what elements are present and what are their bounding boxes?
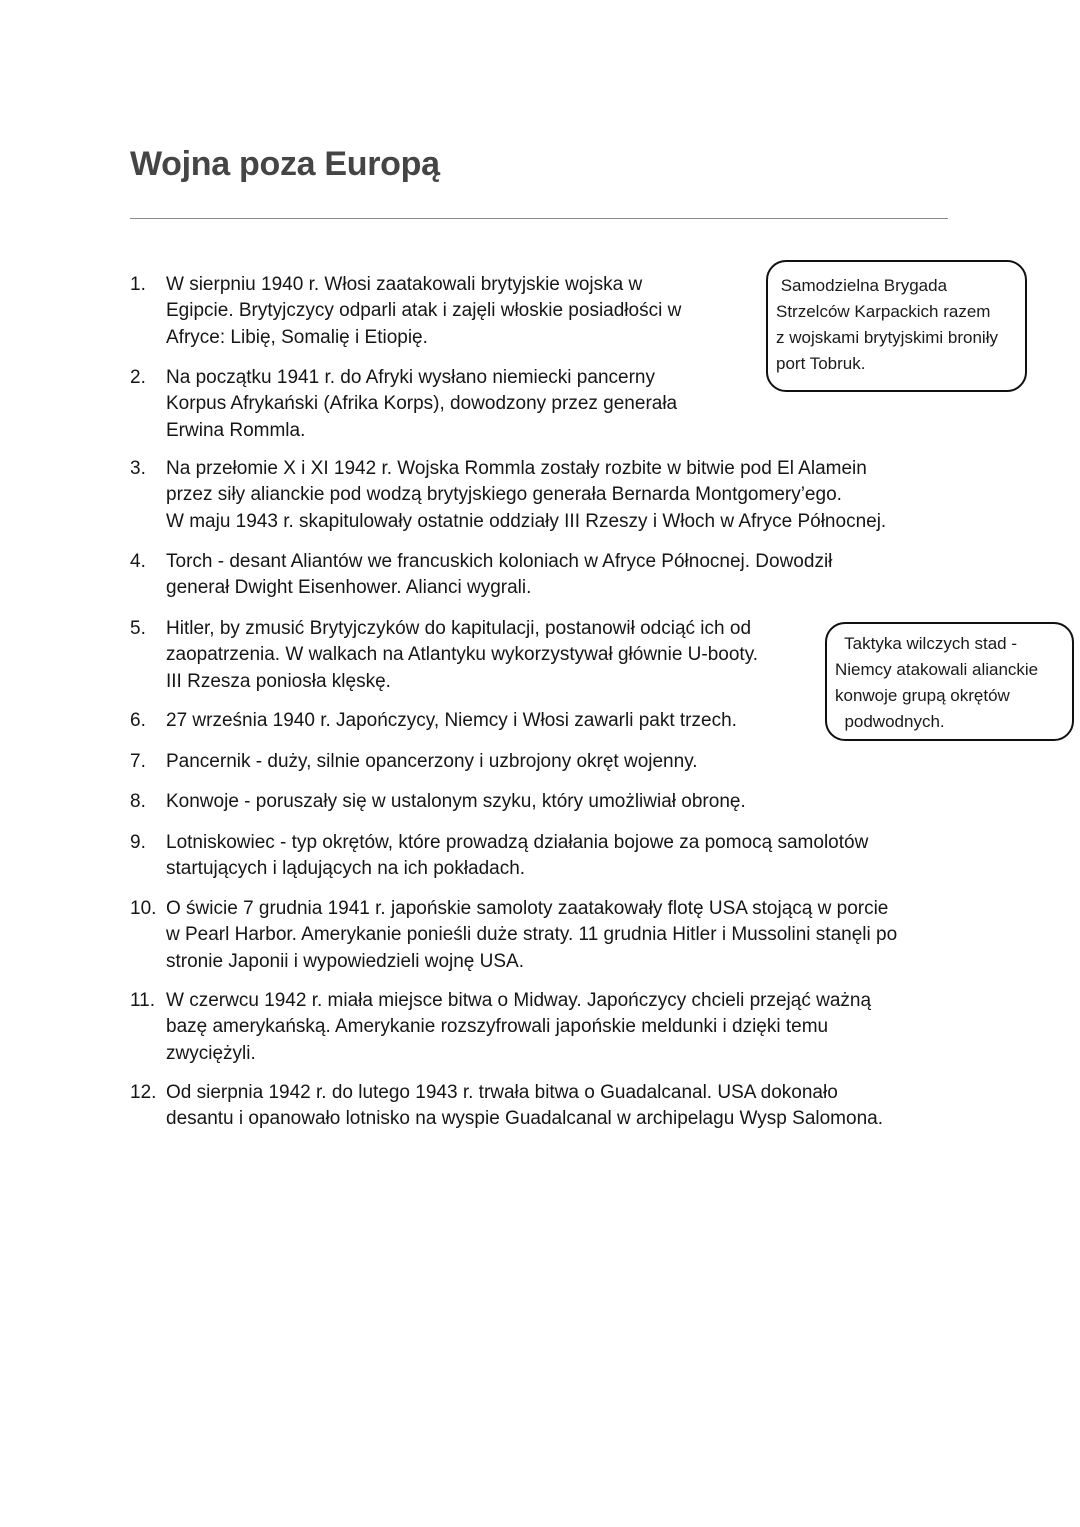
title-divider — [130, 218, 948, 219]
list-item-text — [166, 789, 746, 815]
list-item-number: 5. — [130, 618, 146, 639]
list-item-line: zwyciężyli. — [166, 1042, 256, 1064]
list-item — [130, 272, 681, 351]
list-item-line: Korpus Afrykański (Afrika Korps), dowodzony przez generała — [166, 393, 678, 415]
list-item-line: Konwoje - poruszały się w ustalonym szyku, który umożliwiał obronę. — [166, 791, 746, 812]
list-item-line: O świcie 7 grudnia 1941 r. japońskie samoloty zaatakowały flotę USA stojącą w porcie — [166, 898, 889, 919]
list-item-number: 6. — [130, 710, 146, 731]
list-item — [130, 616, 758, 695]
list-item-number: 8. — [130, 791, 146, 812]
list-item-line: III Rzesza poniosła klęskę. — [166, 670, 391, 692]
list-item — [130, 988, 871, 1067]
callout-line: Taktyka wilczych stad - — [835, 634, 1018, 653]
list-item — [130, 1080, 883, 1133]
list-item-line: Afryce: Libię, Somalię i Etiopię. — [166, 326, 428, 348]
list-item-line: W czerwcu 1942 r. miała miejsce bitwa o Midway. Japończycy chcieli przejąć ważną — [166, 990, 872, 1011]
callout-wolfpack-tactic — [825, 622, 1074, 741]
list-item-number: 11. — [130, 990, 156, 1011]
list-item-text — [166, 896, 897, 975]
list-item-line: W maju 1943 r. skapitulowały ostatnie oddziały III Rzeszy i Włoch w Afryce Północnej. — [166, 510, 887, 532]
list-item — [130, 549, 832, 602]
list-item-number: 9. — [130, 832, 146, 853]
list-item-text — [166, 830, 868, 883]
list-item-line: startujących i lądujących na ich pokładach. — [166, 858, 526, 880]
list-item-line: przez siły alianckie pod wodzą brytyjskiego generała Bernarda Montgomery’ego. — [166, 484, 842, 506]
callout-line: z wojskami brytyjskimi broniły — [776, 328, 998, 347]
list-item-text — [166, 549, 832, 602]
list-item-line: zaopatrzenia. W walkach na Atlantyku wykorzystywał głównie U-booty. — [166, 644, 759, 666]
callout-tobruk — [766, 260, 1027, 392]
callout-line: Strzelców Karpackich razem — [776, 302, 991, 321]
list-item-text — [166, 365, 677, 444]
list-item-line: Lotniskowiec - typ okrętów, które prowadzą działania bojowe za pomocą samolotów — [166, 832, 869, 853]
list-item-number: 10. — [130, 898, 157, 919]
callout-line: konwoje grupą okrętów — [835, 686, 1010, 705]
list-item-line: Pancernik - duży, silnie opancerzony i uzbrojony okręt wojenny. — [166, 751, 698, 772]
list-item-line: desantu i opanowało lotnisko na wyspie Guadalcanal w archipelagu Wysp Salomona. — [166, 1108, 883, 1130]
list-item-line: stronie Japonii i wypowiedzieli wojnę USA. — [166, 950, 525, 972]
callout-line: Niemcy atakowali alianckie — [835, 660, 1039, 679]
list-item-number: 2. — [130, 367, 146, 388]
list-item-number: 4. — [130, 551, 146, 572]
list-item-number: 3. — [130, 458, 146, 479]
list-item-text — [166, 272, 681, 351]
list-item-text — [166, 708, 737, 734]
list-item-line: Torch - desant Aliantów we francuskich koloniach w Afryce Północnej. Dowodził — [166, 551, 833, 572]
list-item — [130, 896, 897, 975]
list-item — [130, 749, 698, 775]
list-item-line: Erwina Rommla. — [166, 419, 306, 441]
list-item-number: 12. — [130, 1082, 157, 1103]
list-item-line: bazę amerykańską. Amerykanie rozszyfrowali japońskie meldunki i dzięki temu — [166, 1016, 829, 1038]
list-item-line: W sierpniu 1940 r. Włosi zaatakowali brytyjskie wojska w — [166, 274, 643, 295]
list-item — [130, 708, 737, 734]
list-item — [130, 830, 868, 883]
list-item-text — [166, 616, 758, 695]
callout-line: port Tobruk. — [776, 354, 866, 373]
list-item-text — [166, 749, 698, 775]
list-item — [130, 365, 677, 444]
list-item-line: 27 września 1940 r. Japończycy, Niemcy i Włosi zawarli pakt trzech. — [166, 710, 737, 731]
list-item-line: generał Dwight Eisenhower. Alianci wygrali. — [166, 577, 532, 599]
page-title: Wojna poza Europą — [130, 145, 440, 183]
list-item-number: 7. — [130, 751, 146, 772]
list-item-number: 1. — [130, 274, 146, 295]
list-item-text — [166, 988, 871, 1067]
list-item — [130, 456, 886, 535]
callout-line: podwodnych. — [835, 712, 945, 731]
list-item — [130, 789, 746, 815]
list-item-line: Hitler, by zmusić Brytyjczyków do kapitulacji, postanowił odciąć ich od — [166, 618, 752, 639]
list-item-line: Na przełomie X i XI 1942 r. Wojska Rommla zostały rozbite w bitwie pod El Alamein — [166, 458, 867, 479]
list-item-text — [166, 456, 886, 535]
list-item-line: Egipcie. Brytyjczycy odparli atak i zajęli włoskie posiadłości w — [166, 300, 682, 322]
list-item-text — [166, 1080, 883, 1133]
list-item-line: Od sierpnia 1942 r. do lutego 1943 r. trwała bitwa o Guadalcanal. USA dokonało — [166, 1082, 838, 1103]
list-item-line: Na początku 1941 r. do Afryki wysłano niemiecki pancerny — [166, 367, 655, 388]
list-item-line: w Pearl Harbor. Amerykanie ponieśli duże straty. 11 grudnia Hitler i Mussolini stanęli po — [166, 924, 898, 946]
callout-line: Samodzielna Brygada — [776, 276, 948, 295]
